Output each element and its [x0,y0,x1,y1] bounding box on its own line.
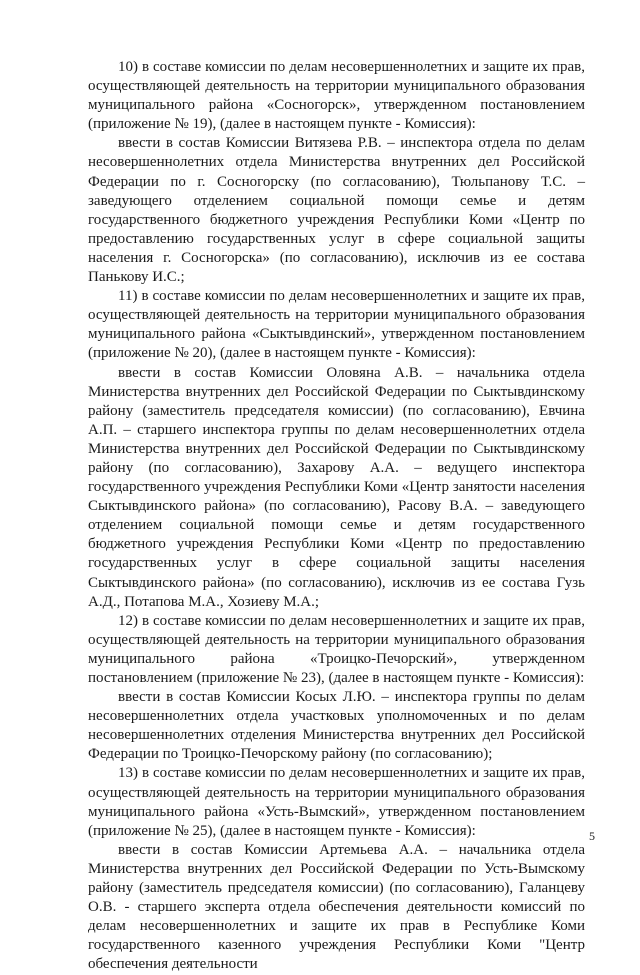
paragraph-item-12-details: ввести в состав Комиссии Косых Л.Ю. – инспектора группы по делам несовершеннолетних отдела участковых уполномоченных и по делам несовершеннолетних отделения Министерства внутренних дел Российской Федерации по Троицко-Печорскому району (по согласованию); [88,689,585,763]
page-number: 5 [589,829,595,843]
paragraph-item-11-details: ввести в состав Комиссии Оловяна А.В. – начальника отдела Министерства внутренних дел Российской Федерации по Сыктывдинскому району (заместитель председателя комиссии) (по согласованию), Евчина А.П. – старшего инспектора группы по делам несовершеннолетних отдела Министерства внутренних дел Российской Федерации по Сыктывдинскому району (по согласованию), Захарову А.А. – ведущего инспектора государственного учреждения Республики Коми «Центр занятости населения Сыктывдинского района» (по согласованию), Расову В.А. – заведующего отделением социальной помощи семье и детям государственного бюджетного учреждения Республики Коми «Центр по предоставлению государственных услуг в сфере социальной защиты населения Сыктывдинского района» (по согласованию), исключив из ее состава Гузь А.Д., Потапова М.А., Хозиеву М.А.; [88,364,585,610]
paragraph-item-10-details: ввести в состав Комиссии Витязева Р.В. – инспектора отдела по делам несовершеннолетних отдела Министерства внутренних дел Российской Федерации по г. Сосногорску (по согласованию), Тюльпанову Т.С. – заведующего отделением социальной помощи семье и детям государственного бюджетного учреждения Республики Коми «Центр по предоставлению государственных услуг в сфере социальной защиты населения г. Сосногорска» (по согласованию), исключив из ее состава Панькову И.С.; [88,135,585,286]
document-body [88,58,585,975]
paragraph-item-12: 12) в составе комиссии по делам несовершеннолетних и защите их прав, осуществляющей деятельность на территории муниципального образования муниципального района «Троицко-Печорский», утвержденном постановлением (приложение № 23), (далее в настоящем пункте - Комиссия): [88,612,585,686]
paragraph-item-13: 13) в составе комиссии по делам несовершеннолетних и защите их прав, осуществляющей деятельность на территории муниципального образования муниципального района «Усть-Вымский», утвержденном постановлением (приложение № 25), (далее в настоящем пункте - Комиссия): [88,765,585,839]
paragraph-item-11: 11) в составе комиссии по делам несовершеннолетних и защите их прав, осуществляющей деятельность на территории муниципального образования муниципального района «Сыктывдинский», утвержденном постановлением (приложение № 20), (далее в настоящем пункте - Комиссия): [88,288,585,362]
paragraph-item-10: 10) в составе комиссии по делам несовершеннолетних и защите их прав, осуществляющей деятельность на территории муниципального образования муниципального района «Сосногорск», утвержденном постановлением (приложение № 19), (далее в настоящем пункте - Комиссия): [88,59,585,133]
paragraph-item-13-details: ввести в состав Комиссии Артемьева А.А. – начальника отдела Министерства внутренних дел Российской Федерации по Усть-Вымскому району (заместитель председателя комиссии) (по согласованию), Галанцеву О.В. - старшего эксперта отдела обеспечения деятельности комиссий по делам несовершеннолетних и защите их прав в Республике Коми государственного казенного учреждения Республики Коми "Центр обеспечения деятельности [88,841,585,973]
